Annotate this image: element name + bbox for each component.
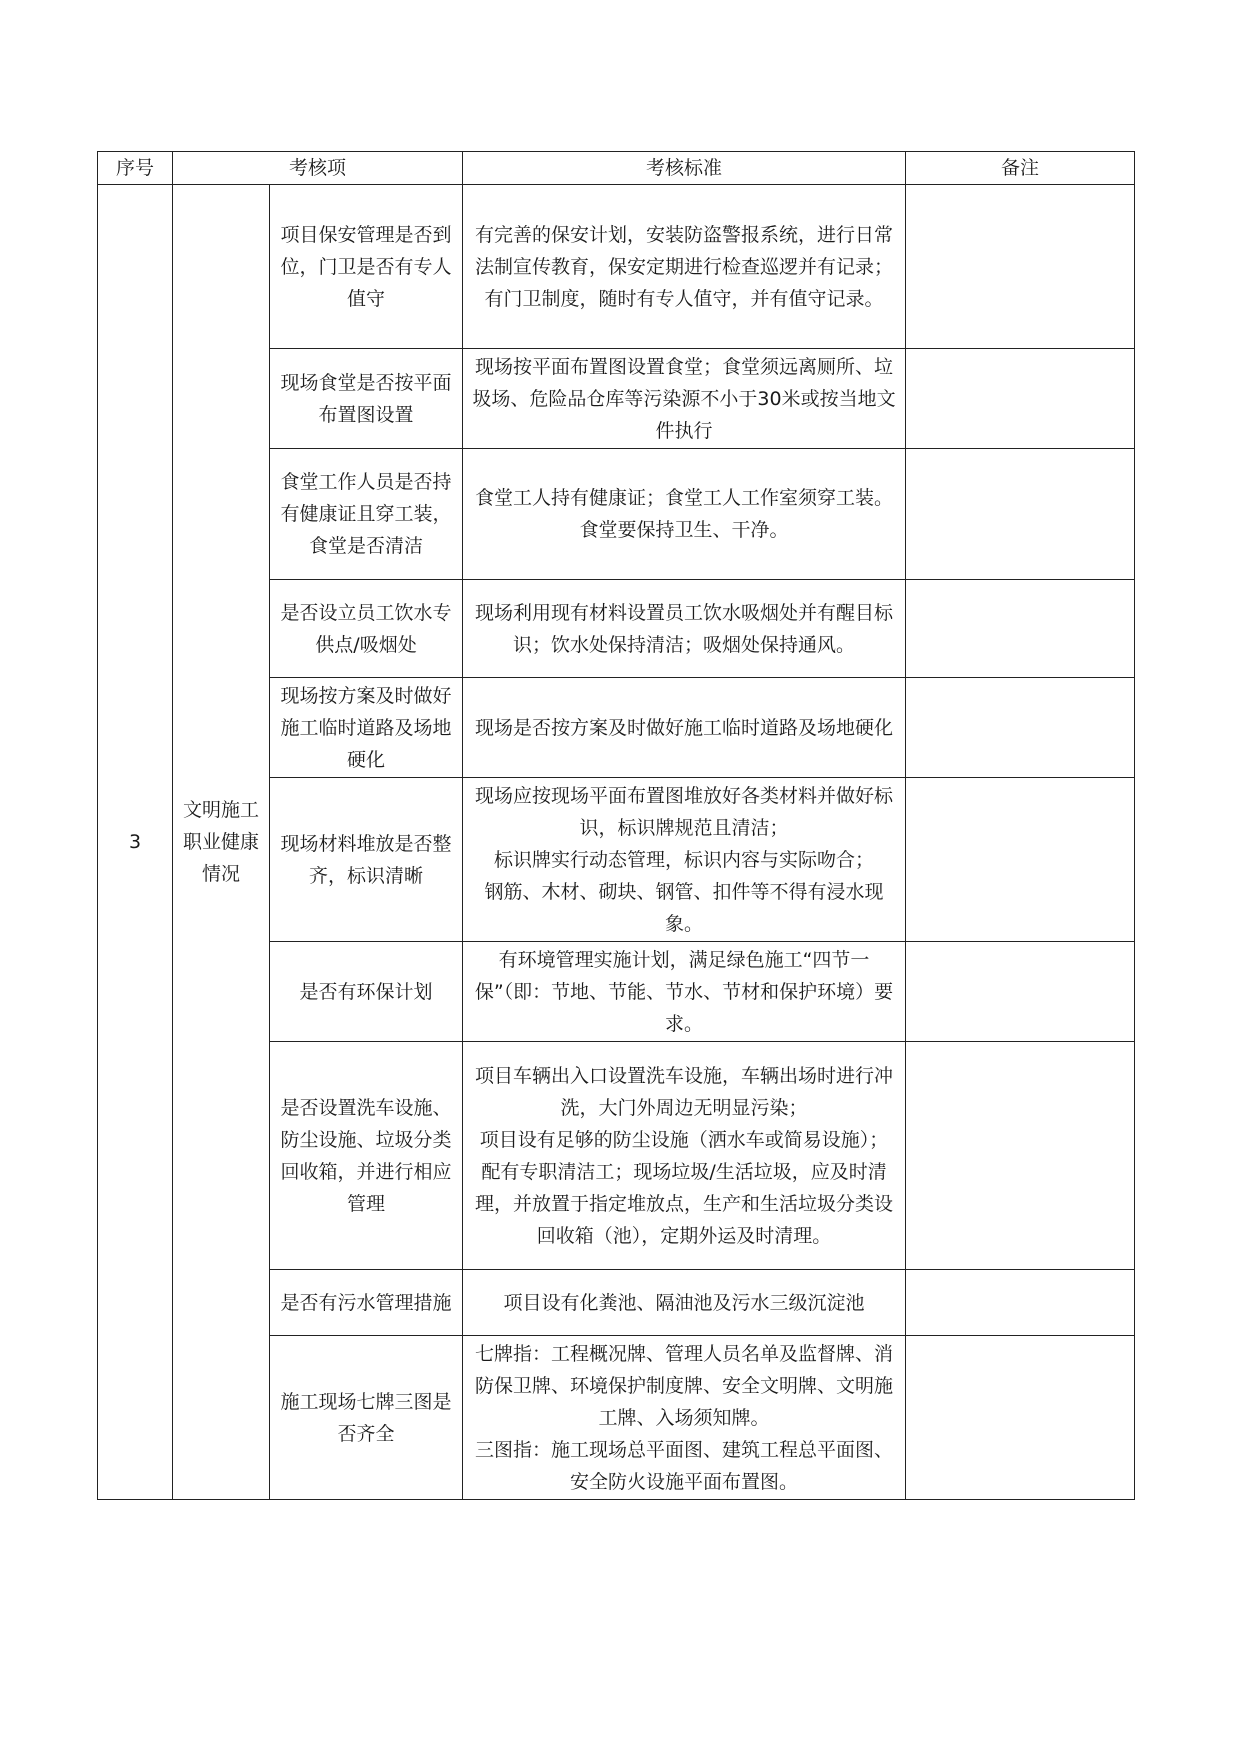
header-standard: 考核标准 [463,152,906,185]
row-standard [463,1042,906,1270]
row-item: 现场食堂是否按平面布置图设置 [270,349,463,449]
standard-line: 项目设有足够的防尘设施（洒水车或简易设施）； [479,1128,889,1151]
row-note [906,678,1135,778]
standard-line: 七牌指：工程概况牌、管理人员名单及监督牌、消防保卫牌、环境保护制度牌、安全文明牌、文明施工牌、入场须知牌。 [475,1342,894,1429]
row-note [906,778,1135,942]
row-item: 是否设置洗车设施、防尘设施、垃圾分类回收箱，并进行相应管理 [270,1042,463,1270]
row-item: 是否有污水管理措施 [270,1270,463,1336]
standard-line: 项目设有化粪池、隔油池及污水三级沉淀池 [503,1291,865,1314]
standard-line: 有环境管理实施计划，满足绿色施工“四节一保”（即：节地、节能、节水、节材和保护环境）要求。 [474,948,894,1035]
standard-line: 有门卫制度，随时有专人值守，并有值守记录。 [484,287,884,310]
standard-line: 项目车辆出入口设置洗车设施，车辆出场时进行冲洗，大门外周边无明显污染； [475,1064,894,1119]
row-item: 项目保安管理是否到位，门卫是否有专人值守 [270,185,463,349]
standard-line: 标识牌实行动态管理，标识内容与实际吻合； [494,848,875,871]
standard-line: 现场利用现有材料设置员工饮水吸烟处并有醒目标识；饮水处保持清洁；吸烟处保持通风。 [475,601,894,656]
row-standard [463,778,906,942]
row-note [906,1336,1135,1500]
row-standard [463,678,906,778]
row-note [906,185,1135,349]
assessment-table [97,151,1135,1500]
row-note [906,1270,1135,1336]
row-note [906,1042,1135,1270]
standard-line: 三图指：施工现场总平面图、建筑工程总平面图、安全防火设施平面布置图。 [475,1438,894,1493]
row-note [906,580,1135,678]
standard-line: 钢筋、木材、砌块、钢管、扣件等不得有浸水现象。 [484,880,884,935]
row-note [906,349,1135,449]
standard-line: 有完善的保安计划，安装防盗警报系统，进行日常法制宣传教育，保安定期进行检查巡逻并有记录； [475,223,894,278]
header-note: 备注 [906,152,1135,185]
standard-line: 食堂工人持有健康证；食堂工人工作室须穿工装。食堂要保持卫生、干净。 [475,487,894,541]
standard-line: 现场应按现场平面布置图堆放好各类材料并做好标识，标识牌规范且清洁； [475,784,894,839]
group-number: 3 [98,185,173,1500]
row-item: 食堂工作人员是否持有健康证且穿工装，食堂是否清洁 [270,449,463,580]
row-item: 现场按方案及时做好施工临时道路及场地硬化 [270,678,463,778]
row-standard [463,449,906,580]
row-standard [463,349,906,449]
row-note [906,449,1135,580]
header-item: 考核项 [173,152,463,185]
table-body [98,185,1135,1500]
group-category: 文明施工职业健康情况 [173,185,270,1500]
row-item: 是否有环保计划 [270,942,463,1042]
header-row [98,152,1135,185]
row-note [906,942,1135,1042]
table-row [98,185,1135,349]
row-standard [463,1270,906,1336]
standard-line: 配有专职清洁工；现场垃圾/生活垃圾，应及时清理，并放置于指定堆放点，生产和生活垃圾分类设回收箱（池），定期外运及时清理。 [475,1160,894,1247]
standard-line: 现场是否按方案及时做好施工临时道路及场地硬化 [475,716,894,739]
standard-line: 现场按平面布置图设置食堂；食堂须远离厕所、垃圾场、危险品仓库等污染源不小于30米或按当地文件执行 [472,355,896,442]
row-standard [463,580,906,678]
row-standard [463,185,906,349]
header-seq: 序号 [98,152,173,185]
row-standard [463,942,906,1042]
row-item: 现场材料堆放是否整齐，标识清晰 [270,778,463,942]
row-item: 施工现场七牌三图是否齐全 [270,1336,463,1500]
row-standard [463,1336,906,1500]
row-item: 是否设立员工饮水专供点/吸烟处 [270,580,463,678]
